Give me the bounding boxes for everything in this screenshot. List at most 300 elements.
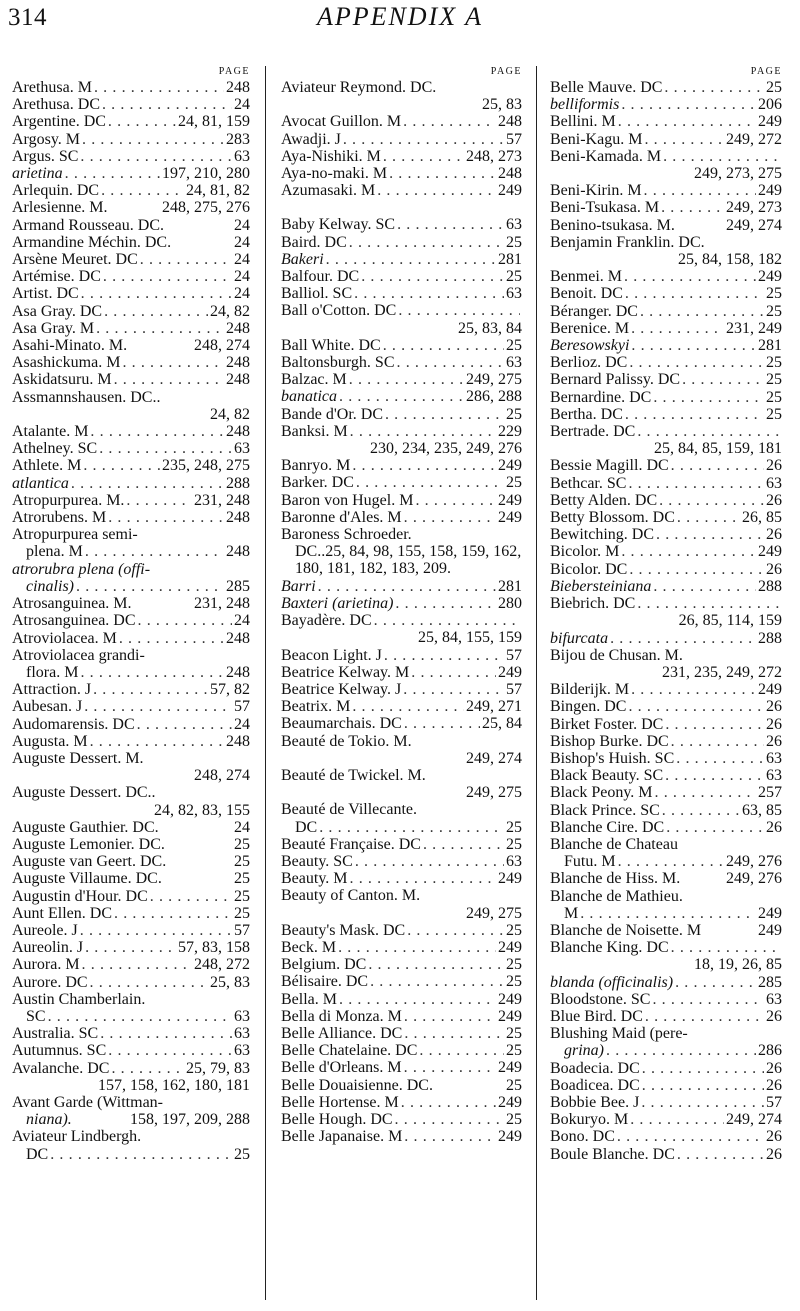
entry-term: Baronne d'Ales. M [281, 508, 402, 526]
leader-dots [109, 1060, 184, 1077]
index-entry [281, 216, 522, 233]
entry-term: Beauty. SC [281, 852, 353, 870]
entry-page-ref: 63 [506, 285, 522, 303]
index-entry [12, 647, 250, 664]
entry-term: Bakeri [281, 250, 324, 268]
entry-term: Bokuryo. M [550, 1111, 629, 1129]
entry-page-ref: 25 [766, 79, 782, 96]
index-entry [281, 939, 522, 956]
entry-term: Benino-tsukasa. M. [550, 216, 675, 234]
entry-page-ref: 25 [766, 354, 782, 372]
entry-term: Argus. SC [12, 147, 79, 165]
leader-dots [101, 268, 232, 285]
index-entry [12, 165, 250, 182]
index-entry [12, 939, 250, 956]
leader-dots [341, 131, 504, 148]
index-entry [550, 1042, 782, 1059]
entry-page-ref: 63, 85 [742, 801, 782, 819]
running-head: APPENDIX A [316, 2, 484, 31]
entry-page-ref: 248 [226, 354, 250, 372]
entry-page-ref: 281 [498, 250, 522, 268]
entry-page-ref: 57, 83, 158 [178, 939, 250, 957]
entry-page-ref-continued: 249, 274 [466, 749, 522, 767]
leader-dots [91, 681, 208, 698]
leader-dots [78, 148, 232, 165]
entry-term: Asa Gray. M [12, 319, 95, 337]
entry-term: blanda (officinalis) [550, 973, 674, 991]
entry-term: Aviateur Lindbergh. [12, 1128, 142, 1146]
leader-dots [88, 974, 208, 991]
entry-term: Auguste Villaume. DC. [12, 870, 162, 888]
entry-page-ref: 57 [234, 921, 250, 939]
entry-page-ref: 26 [766, 715, 782, 733]
entry-term: Berenice. M [550, 319, 630, 337]
index-entries [550, 79, 782, 1163]
index-entry [12, 1042, 250, 1059]
entry-page-ref-continued: 25, 83, 84 [458, 319, 522, 337]
index-entry [12, 1025, 250, 1042]
entry-term: Belle Japanaise. M [281, 1128, 403, 1146]
index-entry [550, 268, 782, 285]
index-entry [281, 801, 522, 818]
leader-dots [662, 79, 764, 96]
index-entry [281, 991, 522, 1008]
entry-term: Barker. DC [281, 474, 354, 492]
index-entry [550, 716, 782, 733]
entry-term: Aya-no-maki. M [281, 165, 388, 183]
entry-term: Black Beauty. SC [550, 767, 664, 785]
index-entry [281, 371, 522, 388]
entry-term: Belle Alliance. DC [281, 1024, 403, 1042]
leader-dots [675, 1146, 764, 1163]
entry-page-ref-continued: 25, 84, 158, 182 [678, 251, 782, 269]
index-entry [281, 234, 522, 251]
index-entry [550, 1111, 782, 1128]
index-entry [550, 1146, 782, 1163]
entry-page-ref: 57 [506, 680, 522, 698]
leader-dots [675, 509, 740, 526]
entry-term: Baron von Hugel. M [281, 491, 414, 509]
index-entry [281, 956, 522, 973]
entry-term: Bertha. DC [550, 405, 623, 423]
entry-page-ref: 248 [226, 543, 250, 561]
entry-term: Atropurpurea. M. [12, 491, 125, 509]
entry-term: DC [26, 1145, 49, 1163]
entry-term: Avant Garde (Wittman- [12, 1093, 163, 1111]
column-rule [536, 66, 537, 1300]
index-entries [12, 79, 250, 1163]
index-entry [12, 337, 250, 354]
entry-page-ref: 25 [506, 474, 522, 492]
index-entry [12, 922, 250, 939]
leader-dots [653, 784, 756, 801]
entry-page-ref: 63 [234, 1042, 250, 1060]
index-entry [281, 131, 522, 148]
entry-page-ref: 25 [234, 835, 250, 853]
leader-dots [639, 1094, 764, 1111]
index-entry [281, 423, 522, 457]
entry-term: Beni-Tsukasa. M [550, 199, 660, 217]
entry-term: Beatrix. M [281, 698, 351, 716]
entry-term: Augustin d'Hour. DC [12, 887, 148, 905]
entry-page-ref-continued: 18, 19, 26, 85 [694, 956, 782, 974]
entry-term: Attraction. J [12, 681, 92, 699]
entry-page-ref: 249, 271 [466, 698, 522, 716]
entry-page-ref: 288 [758, 629, 782, 647]
entry-page-ref: 248 [226, 629, 250, 647]
entry-term: Artémise. DC [12, 268, 101, 286]
entry-term: Ball o'Cotton. DC [281, 302, 397, 320]
entry-term: Aureole. J [12, 921, 78, 939]
index-entry [12, 905, 250, 922]
leader-dots [112, 905, 232, 922]
entry-page-ref: 63 [234, 1007, 250, 1025]
entry-page-ref: 249 [498, 508, 522, 526]
index-entry [550, 870, 782, 887]
leader-dots [642, 131, 724, 148]
entry-term: Beauté de Tokio. M. [281, 732, 412, 750]
leader-dots [673, 974, 756, 991]
leader-dots [663, 767, 764, 784]
entry-page-ref: 249 [498, 182, 522, 200]
index-entry [12, 199, 250, 216]
entry-term: Australia. SC [12, 1025, 99, 1043]
entry-term: Atropurpurea semi- [12, 526, 138, 544]
leader-dots [660, 802, 740, 819]
entry-page-ref: 26 [766, 1128, 782, 1146]
leader-dots [78, 664, 224, 681]
index-entry [550, 337, 782, 354]
index-entry [12, 1008, 250, 1025]
index-entry [12, 423, 250, 440]
entry-page-ref: 24 [234, 818, 250, 836]
entry-page-ref [248, 1094, 250, 1111]
entry-term: Aunt Ellen. DC [12, 904, 112, 922]
entry-term: Beni-Kagu. M [550, 130, 643, 148]
index-entry [12, 991, 250, 1008]
entry-page-ref: 285 [226, 577, 250, 595]
entry-term: Augusta. M [12, 732, 88, 750]
entry-page-ref-continued: 157, 158, 162, 180, 181 [98, 1076, 250, 1094]
entry-page-ref: 25 [506, 336, 522, 354]
leader-dots [80, 131, 224, 148]
entry-page-ref: 281 [498, 577, 522, 595]
leader-dots [619, 96, 756, 113]
index-entry [550, 354, 782, 371]
entry-term: Bélisaire. DC [281, 973, 369, 991]
entry-page-ref [780, 595, 782, 612]
entry-page-ref-continued: 249, 275 [466, 904, 522, 922]
entry-page-ref: 63 [234, 440, 250, 458]
index-entry [550, 131, 782, 148]
leader-dots [368, 973, 504, 990]
index-entry [12, 1128, 250, 1145]
index-entry [12, 371, 250, 388]
entry-term: belliformis [550, 96, 620, 114]
entry-page-ref: 24, 82 [210, 302, 250, 320]
entry-term: arietina [12, 165, 63, 183]
entry-page-ref [520, 612, 522, 629]
index-entry [550, 647, 782, 681]
entry-page-ref: 288 [226, 474, 250, 492]
entry-term: Aurore. DC [12, 973, 88, 991]
entry-page-ref: 26 [766, 818, 782, 836]
entry-page-ref: 249, 274 [726, 216, 782, 234]
entry-page-ref: 286 [758, 1042, 782, 1060]
index-entry [281, 922, 522, 939]
entry-term: Asashickuma. M [12, 354, 121, 372]
entry-page-ref: 26 [766, 491, 782, 509]
entry-page-ref: 25 [506, 233, 522, 251]
index-entry [281, 1059, 522, 1076]
entry-page-ref: 248 [226, 371, 250, 389]
index-entry [550, 509, 782, 526]
index-entry [12, 1060, 250, 1094]
entry-page-ref: 249 [498, 663, 522, 681]
entry-page-ref: 24 [234, 233, 250, 251]
entry-term: Arlequin. DC [12, 182, 100, 200]
entry-term: Betty Blossom. DC [550, 509, 675, 527]
entry-page-ref: 25, 84 [482, 715, 522, 733]
index-entry [12, 113, 250, 130]
index-entry [12, 475, 250, 492]
leader-dots [640, 1077, 764, 1094]
index-entry [12, 79, 250, 96]
index-entry [550, 939, 782, 973]
leader-dots [120, 354, 224, 371]
index-entry [281, 526, 522, 578]
entry-page-ref [780, 888, 782, 905]
entry-term: Benjamin Franklin. DC. [550, 233, 705, 251]
index-entry [550, 595, 782, 629]
index-entry [12, 698, 250, 715]
index-entry [550, 750, 782, 767]
entry-term: Black Peony. M [550, 784, 653, 802]
entry-term: Berlioz. DC [550, 354, 628, 372]
entry-page-ref [248, 991, 250, 1008]
index-entry [12, 285, 250, 302]
entry-page-ref-continued: DC..25, 84, 98, 155, 158, 159, 162, 180, 181, 182, 183, 209. [295, 543, 522, 578]
index-entry [550, 819, 782, 836]
leader-dots [98, 1025, 232, 1042]
entry-term: Beatrice Kelway. M [281, 663, 410, 681]
leader-dots [350, 698, 464, 715]
leader-dots [654, 526, 764, 543]
entry-term: Argosy. M [12, 130, 81, 148]
index-entry [12, 836, 250, 853]
leader-dots [63, 165, 160, 182]
index-entry [550, 561, 782, 578]
entry-page-ref-continued: 249, 275 [466, 784, 522, 802]
entry-term: Bertrade. DC [550, 423, 636, 441]
entry-term: Baird. DC [281, 233, 347, 251]
leader-dots [83, 939, 176, 956]
leader-dots [79, 285, 232, 302]
entry-term: Belle Mauve. DC [550, 79, 663, 96]
leader-dots [99, 182, 184, 199]
index-entry [12, 148, 250, 165]
index-entry [550, 733, 782, 750]
entry-page-ref: 248 [226, 732, 250, 750]
entry-page-ref [248, 561, 250, 578]
leader-dots [642, 182, 756, 199]
entry-page-ref: 57 [766, 1093, 782, 1111]
index-entry [12, 578, 250, 595]
index-entry [550, 578, 782, 595]
entry-term: Atroviolacea grandi- [12, 646, 145, 664]
entry-page-ref: 25 [506, 818, 522, 836]
entry-page-ref-continued: 24, 82 [210, 405, 250, 423]
entry-page-ref: 285 [758, 973, 782, 991]
entry-term: Bayadère. DC [281, 612, 372, 630]
entry-term: Arlesienne. M. [12, 199, 108, 217]
index-entry [281, 509, 522, 526]
leader-dots [94, 320, 224, 337]
leader-dots [324, 251, 496, 268]
entry-page-ref: 249 [498, 491, 522, 509]
entry-page-ref: 26 [766, 732, 782, 750]
index-entry [281, 664, 522, 681]
index-entry [12, 543, 250, 560]
leader-dots [629, 681, 756, 698]
leader-dots [83, 543, 224, 560]
entry-term: Beresowskyi [550, 337, 630, 355]
entry-page-ref: 231, 248 [194, 595, 250, 613]
index-entry [281, 165, 522, 182]
index-entry [12, 595, 250, 612]
leader-dots [402, 1128, 496, 1145]
entry-term: Bellini. M [550, 113, 616, 131]
entry-page-ref: 25 [234, 1145, 250, 1163]
entry-term: Arethusa. DC [12, 96, 100, 114]
leader-dots [136, 612, 232, 629]
entry-page-ref: 249, 275 [466, 371, 522, 389]
leader-dots [117, 630, 224, 647]
leader-dots [623, 406, 764, 423]
entry-page-ref: 25 [766, 285, 782, 303]
entry-page-ref: 26 [766, 457, 782, 475]
entry-term: DC [295, 818, 318, 836]
entry-page-ref: 26 [766, 560, 782, 578]
entry-term: Athelney. SC [12, 440, 98, 458]
entry-term: Bicolor. DC [550, 560, 628, 578]
index-entry [281, 595, 522, 612]
index-entry [12, 612, 250, 629]
entry-term: Belle Hortense. M [281, 1093, 399, 1111]
leader-dots [393, 595, 496, 612]
entry-term: Auguste Dessert. M. [12, 749, 144, 767]
entry-page-ref: 249 [758, 904, 782, 922]
index-entry [550, 303, 782, 320]
entry-page-ref: 25 [234, 887, 250, 905]
index-entry [12, 750, 250, 784]
entry-term: Azumasaki. M [281, 182, 376, 200]
entry-page-ref: 24, 81, 159 [178, 113, 250, 131]
entry-page-ref-continued: 249, 273, 275 [694, 165, 782, 183]
entry-page-ref: 57 [506, 646, 522, 664]
entry-page-ref [248, 526, 250, 543]
index-entry [281, 578, 522, 595]
leader-dots [421, 836, 504, 853]
entry-term: Black Prince. SC [550, 801, 660, 819]
entry-page-ref: 249 [758, 681, 782, 699]
entry-page-ref: 158, 197, 209, 288 [130, 1111, 250, 1129]
leader-dots [382, 647, 504, 664]
entry-page-ref: 249, 272 [726, 130, 782, 148]
index-entry [550, 681, 782, 698]
entry-page-ref [520, 199, 522, 216]
entry-term: Atroviolacea. M [12, 629, 117, 647]
entry-term: Boadecia. DC [550, 1059, 640, 1077]
leader-dots [350, 457, 496, 474]
entry-page-ref [780, 939, 782, 956]
index-entry [281, 612, 522, 646]
entry-page-ref: 24 [234, 612, 250, 630]
index-entry [12, 956, 250, 973]
index-column-3 [550, 64, 782, 1300]
entry-page-ref: 57 [234, 698, 250, 716]
entry-page-ref: 63 [766, 990, 782, 1008]
index-entry [550, 1025, 782, 1042]
index-entry [281, 647, 522, 664]
index-entry [12, 182, 250, 199]
entry-page-ref [520, 79, 522, 96]
entry-page-ref: 249 [758, 268, 782, 286]
index-entry [281, 819, 522, 836]
leader-dots [106, 113, 176, 130]
index-entry [12, 389, 250, 423]
entry-term: Aurora. M [12, 956, 80, 974]
index-entry [12, 440, 250, 457]
entry-page-ref [780, 148, 782, 165]
entry-term: Baltonsburgh. SC [281, 354, 395, 372]
entry-term: Auguste Gauthier. DC. [12, 818, 159, 836]
index-entry [12, 217, 250, 234]
index-entry [550, 199, 782, 216]
entry-page-ref: 25 [506, 835, 522, 853]
leader-dots [669, 939, 780, 956]
entry-page-ref: 249 [498, 1007, 522, 1025]
entry-term: Baby Kelway. SC [281, 216, 396, 234]
index-entry [550, 457, 782, 474]
entry-page-ref-continued: 24, 82, 83, 155 [154, 801, 250, 819]
entry-page-ref: 249, 274 [726, 1111, 782, 1129]
index-entry [550, 475, 782, 492]
index-entry [12, 251, 250, 268]
entry-page-ref: 25 [506, 1024, 522, 1042]
entry-page-ref: 57 [506, 130, 522, 148]
entry-page-ref: 249, 276 [726, 870, 782, 888]
entry-term: Beaumarchais. DC [281, 715, 402, 733]
leader-dots [626, 698, 764, 715]
index-entry [12, 716, 250, 733]
index-entry [12, 561, 250, 578]
leader-dots [402, 1059, 496, 1076]
entry-page-ref: 231, 249 [726, 319, 782, 337]
entry-page-ref: 26 [766, 1076, 782, 1094]
entry-term: Beni-Kirin. M [550, 182, 642, 200]
entry-term: Barri [281, 577, 316, 595]
leader-dots [317, 819, 504, 836]
entry-page-ref [780, 423, 782, 440]
entry-term: Beauté de Villecante. [281, 801, 418, 819]
entry-page-ref: 63 [766, 749, 782, 767]
entry-term: Boule Blanche. DC [550, 1145, 675, 1163]
index-entry [281, 457, 522, 474]
leader-dots [650, 991, 764, 1008]
entry-page-ref: 249 [758, 113, 782, 131]
entry-page-ref [780, 234, 782, 251]
